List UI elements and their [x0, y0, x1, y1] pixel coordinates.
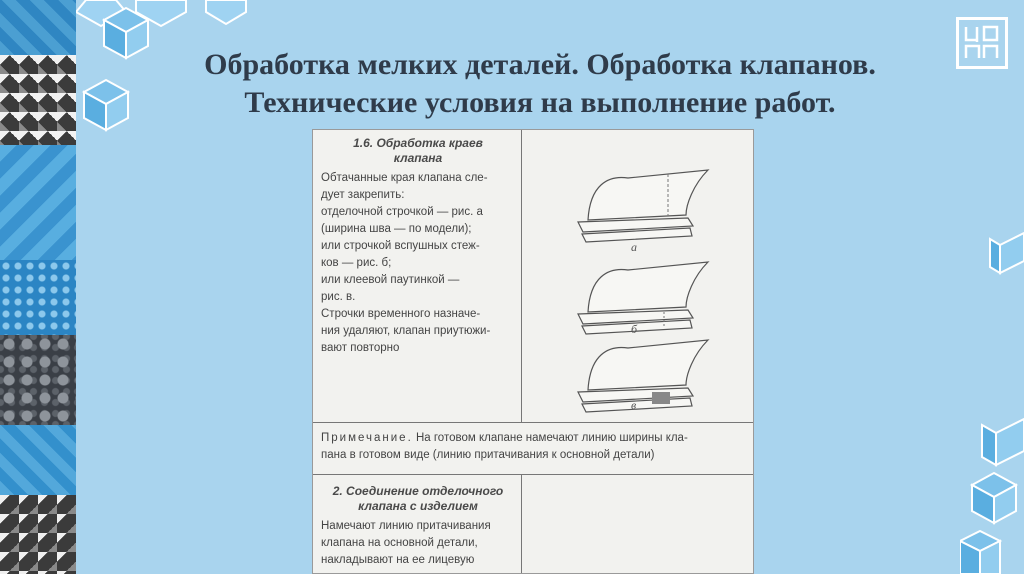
section-text: Намечают линию притачивания клапана на основной детали, накладывают на ее лицевую	[321, 520, 491, 566]
pattern-block	[0, 425, 76, 495]
flap-figure-a	[568, 160, 718, 248]
cube-icon	[960, 531, 1000, 574]
page-title	[120, 46, 960, 122]
table-divider	[521, 130, 522, 422]
table-divider	[313, 474, 754, 475]
section-heading: 2. Соединение отделочного клапана с изделием	[332, 484, 504, 513]
cube-icon	[982, 419, 1024, 465]
cube-icon	[972, 473, 1016, 523]
cube-icon	[206, 0, 246, 24]
pattern-block	[0, 260, 76, 335]
left-pattern-strip	[0, 0, 76, 574]
flap-figure-c	[568, 330, 718, 418]
pattern-block	[0, 495, 76, 574]
title-line: Технические условия на выполнение работ.	[244, 86, 836, 119]
tsopp-logo-icon	[956, 17, 1008, 69]
figure-label: б	[631, 322, 638, 336]
section-heading: 1.6. Обработка краев клапана	[353, 136, 483, 165]
pattern-block	[0, 145, 76, 260]
section-text: Обтачанные края клапана сле- дует закрепить: отделочной строчкой — рис. а (ширина шва — по модели); или строчкой вспушных стеж- ков — рис. б; или клеевой паутинкой — рис. в. Строчки временного назначе- ния удаляют, клапан приутюжи- вают повторно	[321, 172, 491, 354]
flap-figure-b	[568, 252, 718, 340]
pattern-block	[0, 55, 76, 145]
figure-label: в	[631, 398, 637, 412]
pattern-block	[0, 335, 76, 425]
note-text: Примечание. На готовом клапане намечают линию ширины кла- пана в готовом виде (линию притачивания к основной детали)	[321, 432, 688, 461]
figure-label: а	[631, 240, 637, 254]
cube-cluster-right	[960, 225, 1024, 574]
cube-icon	[990, 233, 1024, 273]
pattern-block	[0, 0, 76, 55]
table-divider	[313, 422, 754, 423]
table-divider	[521, 474, 522, 574]
title-line: Обработка мелких деталей. Обработка клапанов.	[204, 48, 876, 81]
document-scan	[312, 129, 754, 574]
